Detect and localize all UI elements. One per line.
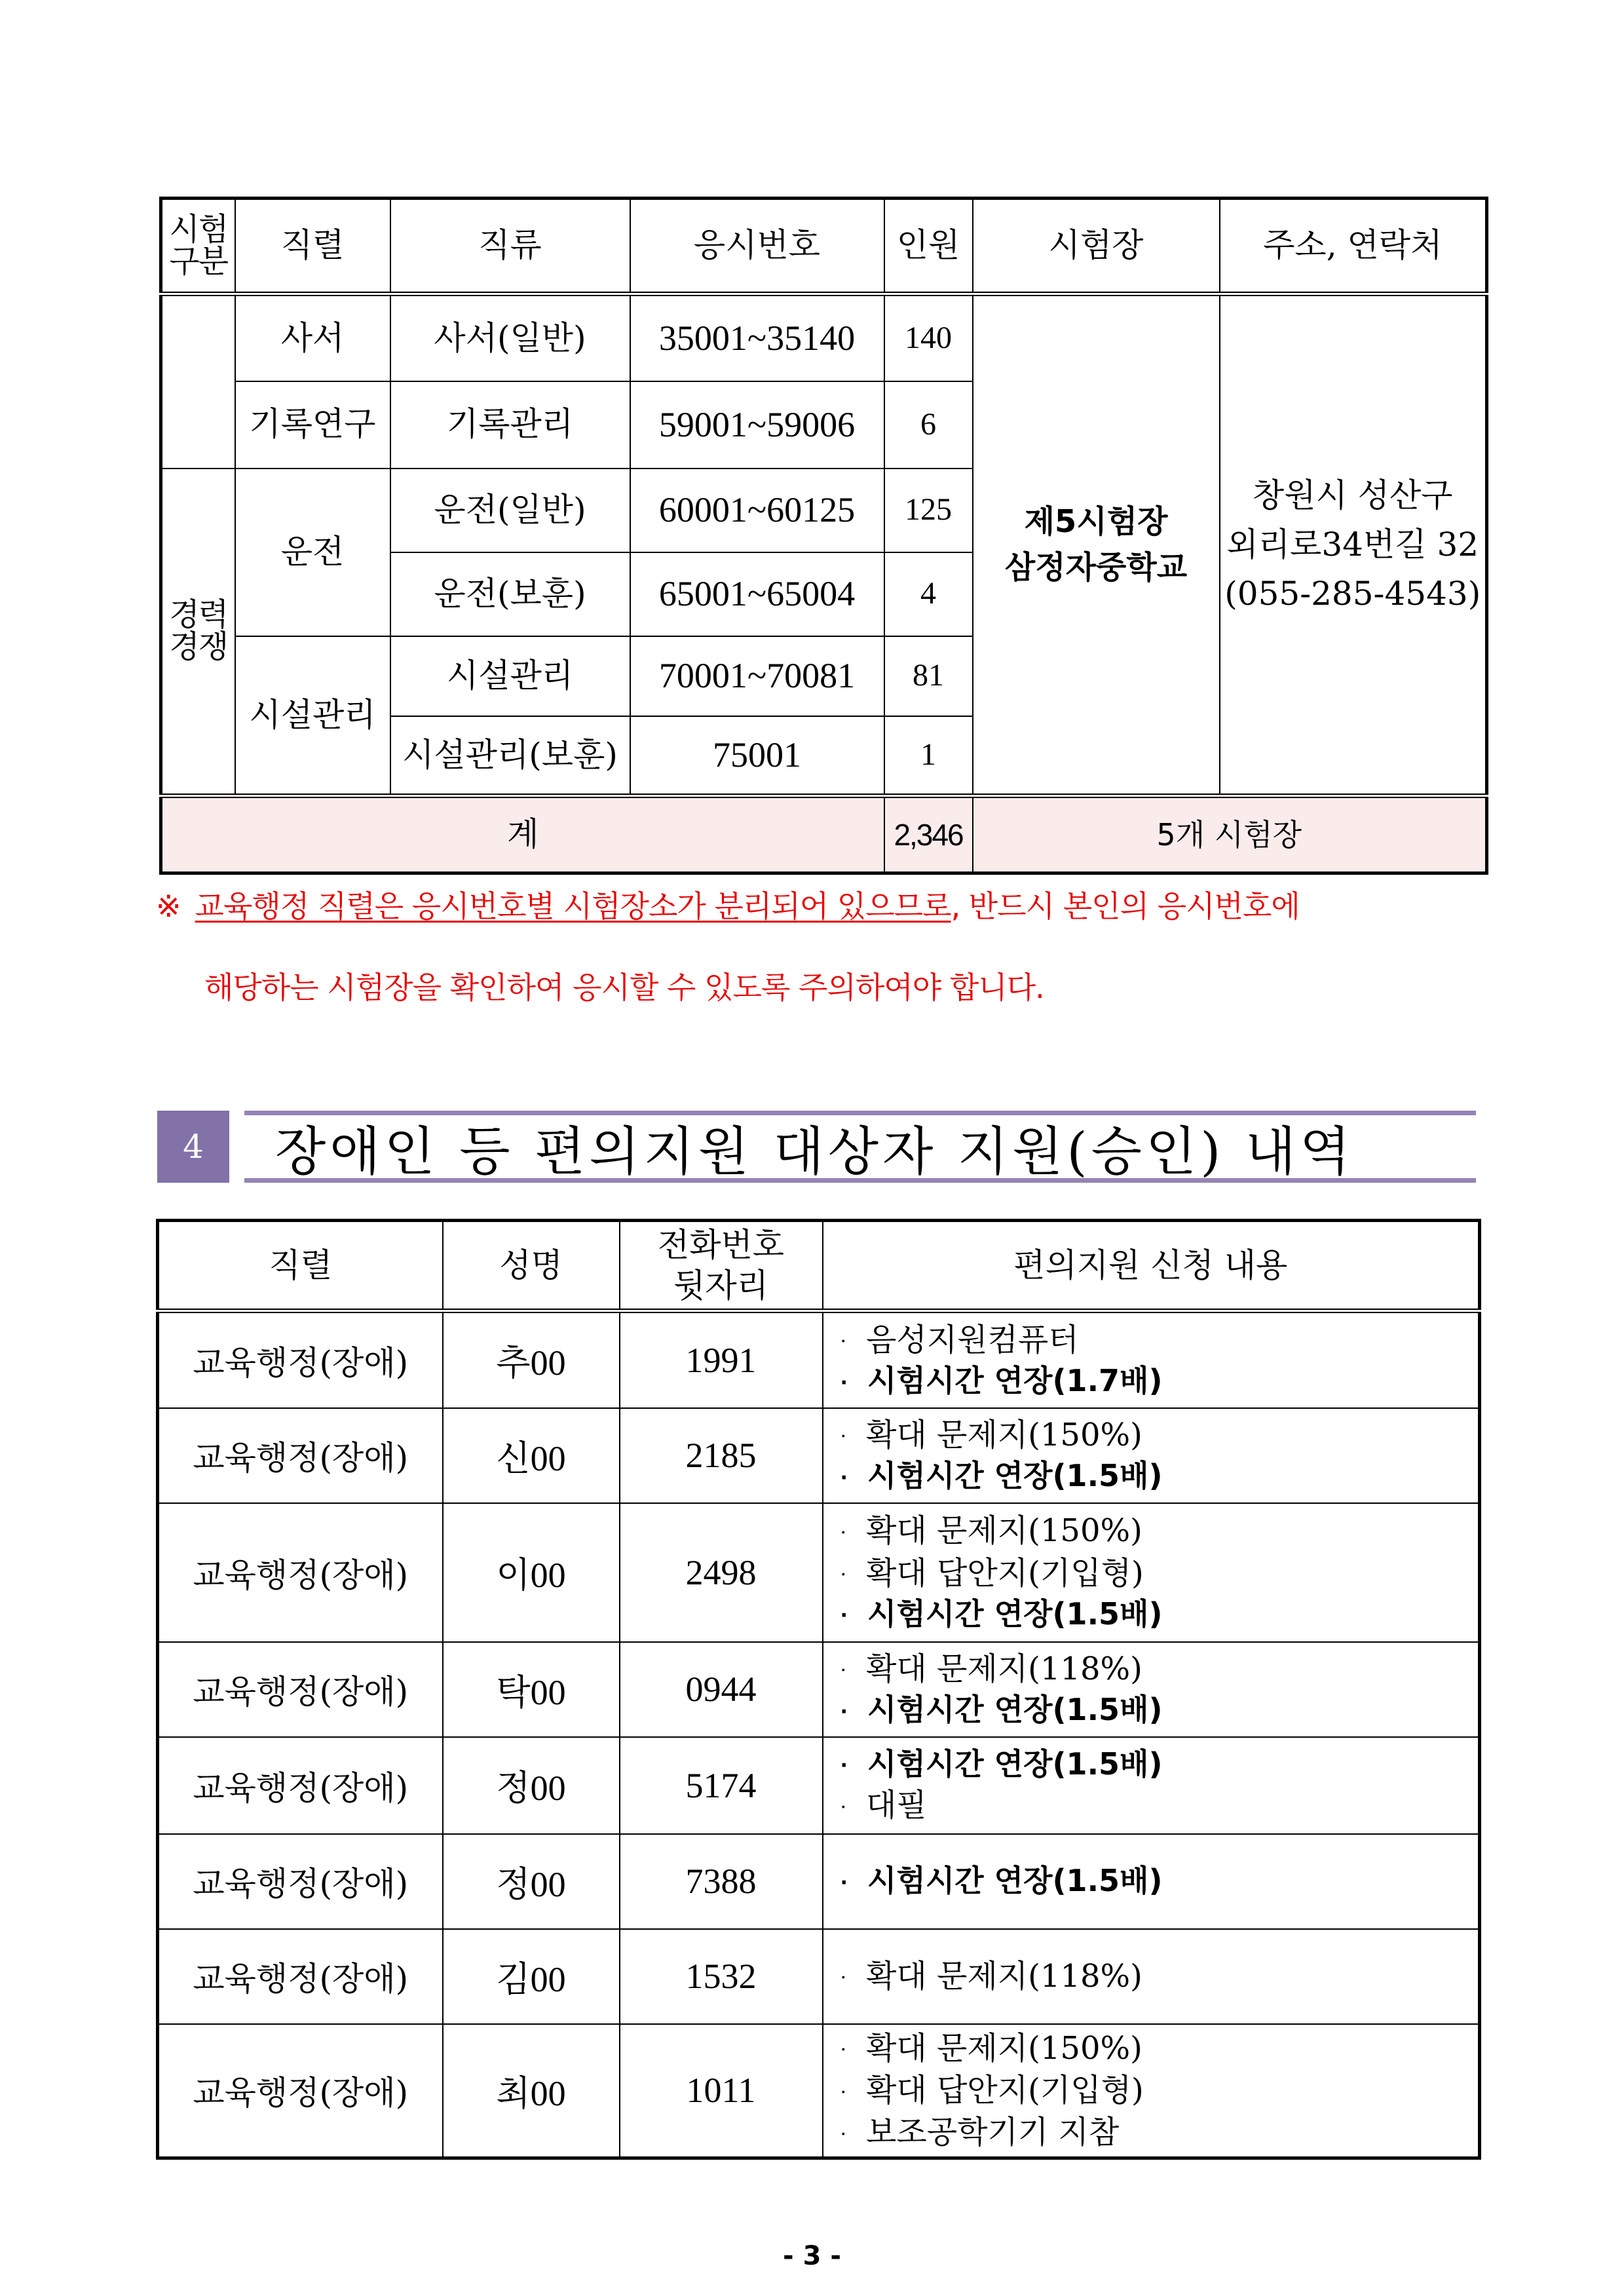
series-cell: 교육행정(장애) [158, 2024, 443, 2158]
section-title: 장애인 등 편의지원 대상자 지원(승인) 내역 [275, 1120, 1355, 1182]
page-number: - 3 - [783, 2241, 841, 2271]
table-row [158, 1834, 1480, 1929]
notice-line-1-rest: , 반드시 본인의 응시번호에 [951, 889, 1300, 924]
request-text: 시험시간 연장(1.5배) [867, 1692, 1163, 1728]
total-venues: 5개 시험장 [973, 796, 1487, 873]
request-item [840, 1861, 1479, 1902]
request-text: 대필 [866, 1787, 927, 1824]
name-cell: 최00 [443, 2024, 620, 2158]
class-cell: 사서(일반) [390, 294, 630, 381]
table-row [158, 1642, 1480, 1737]
name-cell: 김00 [443, 1929, 620, 2024]
table-row [158, 1929, 1480, 2024]
table-row [161, 294, 1487, 381]
request-text: 확대 문제지(150%) [866, 1512, 1142, 1550]
name-cell: 이00 [443, 1503, 620, 1642]
notice-line-2: 해당하는 시험장을 확인하여 응시할 수 있도록 주의하여야 합니다. [204, 970, 1044, 1005]
header-phone: 전화번호 뒷자리 [620, 1221, 823, 1311]
phone-cell: 7388 [620, 1834, 823, 1929]
request-text: 확대 답안지(기입형) [866, 2072, 1144, 2109]
request-item [840, 2111, 1479, 2153]
header-address: 주소, 연락처 [1220, 199, 1487, 294]
series-cell: 교육행정(장애) [158, 1311, 443, 1408]
table-row [158, 1503, 1480, 1642]
request-cell [823, 2024, 1480, 2158]
request-item [840, 2069, 1479, 2111]
phone-cell: 1532 [620, 1929, 823, 2024]
range-cell: 70001~70081 [630, 636, 884, 716]
bullet: · [840, 1604, 848, 1628]
address-cell: 창원시 성산구 외리로34번길 32 (055-285-4543) [1220, 294, 1487, 796]
name-cell: 정00 [443, 1834, 620, 1929]
request-cell [823, 1503, 1480, 1642]
series-cell: 운전 [235, 469, 390, 636]
bullet: · [840, 1330, 847, 1354]
request-item [840, 1955, 1479, 1997]
range-cell: 60001~60125 [630, 469, 884, 552]
section-number-badge: 4 [157, 1111, 229, 1183]
request-item [840, 1648, 1479, 1690]
range-cell: 75001 [630, 716, 884, 796]
total-count: 2,346 [884, 796, 973, 873]
table-row [158, 1311, 1480, 1408]
request-cell [823, 1737, 1480, 1834]
request-text: 시험시간 연장(1.5배) [867, 1863, 1163, 1899]
series-cell: 사서 [235, 294, 390, 381]
phone-cell: 0944 [620, 1642, 823, 1737]
phone-cell: 2185 [620, 1408, 823, 1503]
count-cell: 1 [884, 716, 973, 796]
accommodation-table [156, 1219, 1481, 2160]
notice-underlined-text: 교육행정 직렬은 응시번호별 시험장소가 분리되어 있으므로 [195, 889, 951, 924]
header-class: 직류 [390, 199, 630, 294]
table-row [158, 1737, 1480, 1834]
exam-venue-table [159, 197, 1488, 875]
series-cell: 기록연구 [235, 381, 390, 469]
bullet: · [840, 1371, 848, 1394]
series-cell: 시설관리 [235, 636, 390, 796]
header-count: 인원 [884, 199, 973, 294]
bullet: · [840, 1795, 847, 1819]
request-item [840, 1690, 1479, 1731]
phone-cell: 1011 [620, 2024, 823, 2158]
class-cell: 기록관리 [390, 381, 630, 469]
bullet: · [840, 1659, 847, 1683]
header-exam-number: 응시번호 [630, 199, 884, 294]
request-item [840, 1414, 1479, 1456]
notice-symbol: ※ [156, 889, 181, 924]
request-cell [823, 1834, 1480, 1929]
request-text: 확대 답안지(기입형) [866, 1554, 1144, 1592]
name-cell: 신00 [443, 1408, 620, 1503]
notice-line-1 [156, 889, 1300, 924]
exam-type-cell-empty [161, 294, 235, 469]
request-item [840, 1510, 1479, 1552]
phone-cell: 2498 [620, 1503, 823, 1642]
request-item [840, 1784, 1479, 1826]
bullet: · [840, 1521, 847, 1544]
series-cell: 교육행정(장애) [158, 1929, 443, 2024]
table-row [158, 1408, 1480, 1503]
series-cell: 교육행정(장애) [158, 1642, 443, 1737]
name-cell: 탁00 [443, 1642, 620, 1737]
header-request: 편의지원 신청 내용 [823, 1221, 1480, 1311]
bullet: · [840, 1753, 848, 1777]
bullet: · [840, 1563, 847, 1587]
series-cell: 교육행정(장애) [158, 1834, 443, 1929]
request-item [840, 1552, 1479, 1594]
request-text: 음성지원컴퓨터 [866, 1321, 1079, 1358]
range-cell: 35001~35140 [630, 294, 884, 381]
bullet: · [840, 1966, 847, 1990]
series-cell: 교육행정(장애) [158, 1737, 443, 1834]
bullet: · [840, 1871, 848, 1894]
class-cell: 운전(보훈) [390, 552, 630, 636]
request-text: 보조공학기기 지참 [866, 2114, 1120, 2151]
header-name: 성명 [443, 1221, 620, 1311]
header-exam-type: 시험 구분 [161, 199, 235, 294]
request-text: 확대 문제지(150%) [866, 1417, 1142, 1454]
header-venue: 시험장 [973, 199, 1220, 294]
request-item [840, 1744, 1479, 1785]
range-cell: 65001~65004 [630, 552, 884, 636]
request-text: 확대 문제지(118%) [866, 1957, 1142, 1995]
total-label: 계 [161, 796, 884, 873]
bullet: · [840, 2080, 847, 2104]
request-item [840, 2027, 1479, 2069]
count-cell: 6 [884, 381, 973, 469]
request-text: 시험시간 연장(1.7배) [867, 1363, 1163, 1399]
series-cell: 교육행정(장애) [158, 1503, 443, 1642]
count-cell: 140 [884, 294, 973, 381]
request-cell [823, 1311, 1480, 1408]
count-cell: 4 [884, 552, 973, 636]
request-cell [823, 1408, 1480, 1503]
phone-cell: 1991 [620, 1311, 823, 1408]
phone-cell: 5174 [620, 1737, 823, 1834]
range-cell: 59001~59006 [630, 381, 884, 469]
request-text: 시험시간 연장(1.5배) [867, 1458, 1163, 1494]
bullet: · [840, 2038, 847, 2062]
count-cell: 125 [884, 469, 973, 552]
class-cell: 시설관리(보훈) [390, 716, 630, 796]
class-cell: 시설관리 [390, 636, 630, 716]
bullet: · [840, 1466, 848, 1489]
request-text: 시험시간 연장(1.5배) [867, 1746, 1163, 1782]
bullet: · [840, 2122, 847, 2146]
name-cell: 추00 [443, 1311, 620, 1408]
exam-type-cell-career: 경력 경쟁 [161, 469, 235, 796]
table-row [158, 2024, 1480, 2158]
table-header-row [158, 1221, 1480, 1311]
bullet: · [840, 1700, 848, 1723]
venue-cell: 제5시험장 삼정자중학교 [973, 294, 1220, 796]
series-cell: 교육행정(장애) [158, 1408, 443, 1503]
request-item [840, 1361, 1479, 1402]
request-text: 확대 문제지(118%) [866, 1651, 1142, 1688]
request-item [840, 1456, 1479, 1497]
class-cell: 운전(일반) [390, 469, 630, 552]
request-item [840, 1319, 1479, 1361]
header-series: 직렬 [235, 199, 390, 294]
name-cell: 정00 [443, 1737, 620, 1834]
total-row [161, 796, 1487, 873]
request-text: 확대 문제지(150%) [866, 2029, 1142, 2067]
request-cell [823, 1929, 1480, 2024]
request-cell [823, 1642, 1480, 1737]
table-header-row [161, 199, 1487, 294]
count-cell: 81 [884, 636, 973, 716]
header-series: 직렬 [158, 1221, 443, 1311]
bullet: · [840, 1425, 847, 1449]
request-text: 시험시간 연장(1.5배) [867, 1596, 1163, 1632]
request-item [840, 1594, 1479, 1635]
